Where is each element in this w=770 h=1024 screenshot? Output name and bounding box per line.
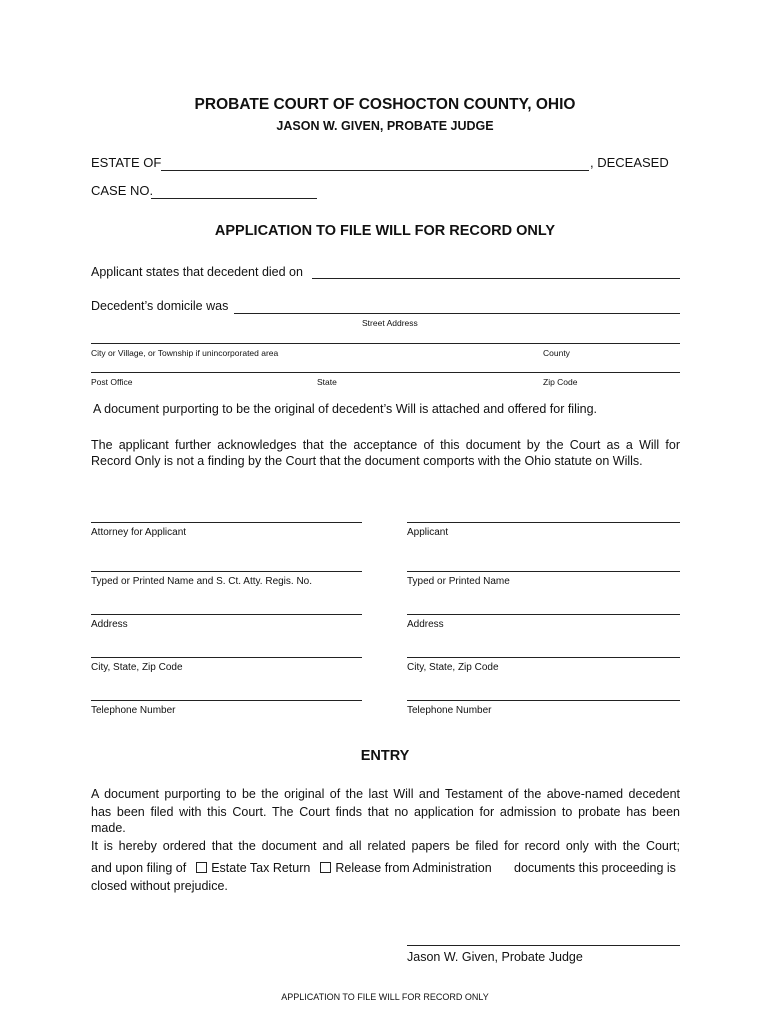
footer-form-name: APPLICATION TO FILE WILL FOR RECORD ONLY xyxy=(281,992,489,1002)
will-attached-statement: A document purporting to be the original of decedent’s Will is attached and offered for filing. xyxy=(93,402,598,416)
applicant-signature-line[interactable] xyxy=(407,522,680,523)
county-caption: County xyxy=(543,348,570,358)
attorney-city-caption: City, State, Zip Code xyxy=(91,662,183,673)
post-office-caption: Post Office xyxy=(91,377,133,387)
applicant-phone-caption: Telephone Number xyxy=(407,705,492,716)
entry-line-3: made. xyxy=(91,821,126,835)
applicant-address-line[interactable] xyxy=(407,614,680,615)
upon-filing-text: and upon filing of xyxy=(91,861,187,875)
estate-tax-checkbox[interactable] xyxy=(196,862,207,873)
estate-name-field[interactable] xyxy=(161,170,589,171)
case-number-field[interactable] xyxy=(151,198,317,199)
release-checkbox[interactable] xyxy=(320,862,331,873)
date-of-death-field[interactable] xyxy=(312,278,680,279)
application-title: APPLICATION TO FILE WILL FOR RECORD ONLY xyxy=(214,223,556,239)
domicile-label: Decedent’s domicile was xyxy=(91,299,229,313)
estate-tax-label: Estate Tax Return xyxy=(211,861,311,875)
court-title: PROBATE COURT OF COSHOCTON COUNTY, OHIO xyxy=(194,96,576,113)
attorney-city-line[interactable] xyxy=(91,657,362,658)
entry-line-2: has been filed with this Court. The Court finds that no application for admission to probate has been xyxy=(91,805,680,819)
attorney-name-caption: Typed or Printed Name and S. Ct. Atty. Regis. No. xyxy=(91,576,313,587)
applicant-city-caption: City, State, Zip Code xyxy=(407,662,499,673)
judge-subtitle: JASON W. GIVEN, PROBATE JUDGE xyxy=(276,119,494,133)
applicant-name-caption: Typed or Printed Name xyxy=(407,576,510,587)
applicant-address-caption: Address xyxy=(407,619,444,630)
street-address-field[interactable] xyxy=(234,313,680,314)
judge-signature-line[interactable] xyxy=(407,945,680,946)
zip-code-caption: Zip Code xyxy=(543,377,578,387)
applicant-caption: Applicant xyxy=(407,527,449,538)
post-office-state-zip-field[interactable] xyxy=(91,372,680,373)
attorney-signature-line[interactable] xyxy=(91,522,362,523)
case-no-label: CASE NO. xyxy=(91,183,154,198)
state-caption: State xyxy=(317,377,337,387)
attorney-address-line[interactable] xyxy=(91,614,362,615)
closing-text-2: closed without prejudice. xyxy=(91,879,228,893)
acknowledgement-line-2: Record Only is not a finding by the Court that the document comports with the Ohio statute on Wills. xyxy=(91,454,643,468)
attorney-caption: Attorney for Applicant xyxy=(91,527,187,538)
entry-filing-line xyxy=(91,861,492,875)
deceased-label: , DECEASED xyxy=(590,155,669,170)
died-on-label: Applicant states that decedent died on xyxy=(91,265,303,279)
attorney-phone-line[interactable] xyxy=(91,700,362,701)
judge-signature-caption: Jason W. Given, Probate Judge xyxy=(407,950,583,964)
attorney-name-line[interactable] xyxy=(91,571,362,572)
city-village-caption: City or Village, or Township if unincorporated area xyxy=(91,348,279,358)
street-address-caption: Street Address xyxy=(362,318,418,328)
entry-line-1: A document purporting to be the original of the last Will and Testament of the above-named decedent xyxy=(91,787,680,801)
release-label: Release from Administration xyxy=(335,861,492,875)
closing-text: documents this proceeding is xyxy=(514,861,676,875)
acknowledgement-line-1: The applicant further acknowledges that the acceptance of this document by the Court as a Will for xyxy=(91,438,680,452)
attorney-address-caption: Address xyxy=(91,619,128,630)
city-county-field[interactable] xyxy=(91,343,680,344)
applicant-name-line[interactable] xyxy=(407,571,680,572)
entry-line-4: It is hereby ordered that the document and all related papers be filed for record only with the Court; xyxy=(91,839,680,853)
estate-of-label: ESTATE OF xyxy=(91,155,162,170)
applicant-city-line[interactable] xyxy=(407,657,680,658)
entry-title: ENTRY xyxy=(360,748,410,764)
attorney-phone-caption: Telephone Number xyxy=(91,705,176,716)
applicant-phone-line[interactable] xyxy=(407,700,680,701)
